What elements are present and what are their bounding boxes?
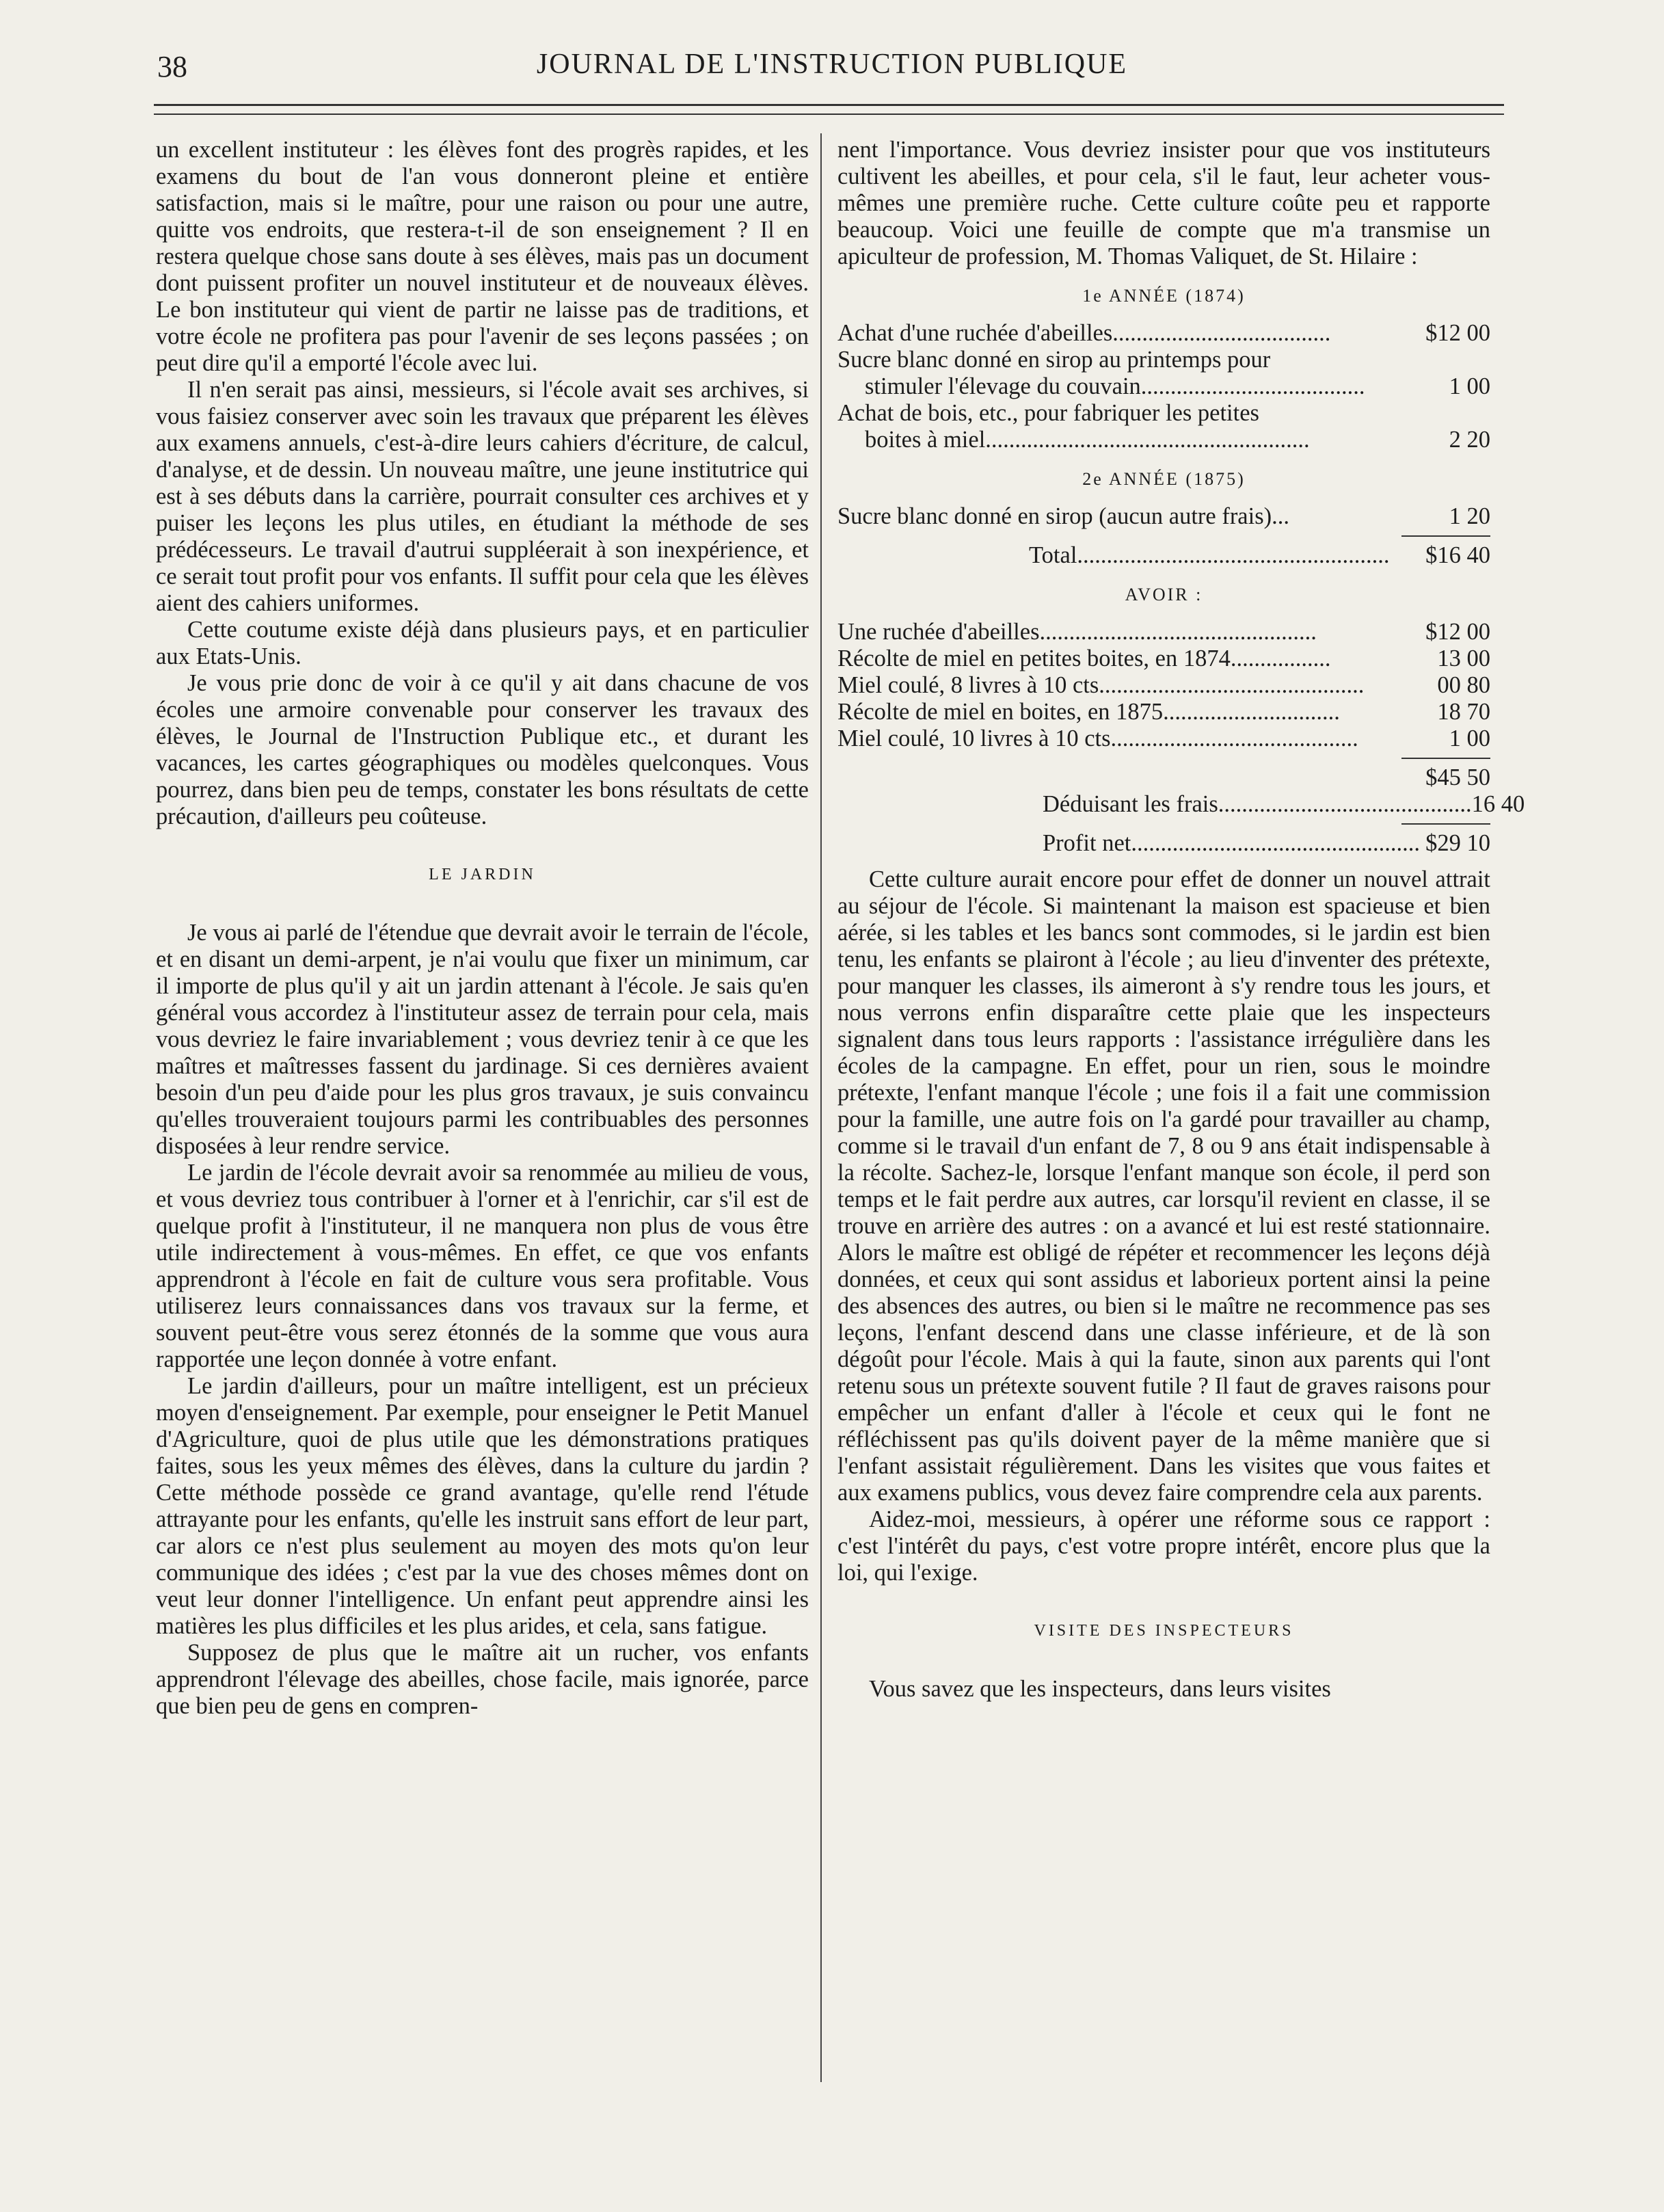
account-label: Sucre blanc donné en sirop (aucun autre frais)...: [837, 503, 1289, 529]
paragraph: nent l'importance. Vous devriez insister pour que vos instituteurs cultivent les abeilles, et pour cela, s'il le faut, leur acheter vous-mêmes une première ruche. Cette culture coûte peu et rapporte beaucoup. Voici une feuille de compte que m'a transmise un apiculteur de profession, M. Thomas Valiquet, de St. Hilaire :: [837, 137, 1490, 269]
right-column: [837, 137, 1525, 1703]
account-row: [837, 645, 1490, 672]
deduct-row: [837, 791, 1525, 818]
account-row: [837, 672, 1490, 699]
sum-amount: $45 50: [1425, 764, 1490, 790]
profit-row: [837, 830, 1490, 857]
paragraph: Cette coutume existe déjà dans plusieurs pays, et en particulier aux Etats-Unis.: [156, 617, 809, 669]
account-amount: 00 80: [1437, 672, 1490, 698]
paragraph: Supposez de plus que le maître ait un rucher, vos enfants apprendront l'élevage des abeilles, chose facile, mais ignorée, parce que bien peu de gens en compren-: [156, 1640, 809, 1719]
sum-rule: [1401, 823, 1490, 825]
account-label: Miel coulé, 8 livres à 10 cts.............................................: [837, 672, 1365, 698]
section-heading-visite: VISITE DES INSPECTEURS: [1034, 1622, 1294, 1640]
profit-label: Profit net.................................................: [1043, 830, 1420, 856]
account-amount: 1 20: [1449, 503, 1490, 529]
account-row: [837, 725, 1490, 752]
account-amount: 1 00: [1449, 373, 1490, 399]
account-label: Récolte de miel en boites, en 1875..............................: [837, 699, 1340, 725]
sum-rule: [1401, 535, 1490, 537]
account-row: [837, 347, 1490, 373]
account-amount: 2 20: [1449, 427, 1490, 453]
account-label: Achat d'une ruchée d'abeilles.....................................: [837, 320, 1331, 346]
paragraph: Vous savez que les inspecteurs, dans leurs visites: [869, 1676, 1331, 1702]
paragraph: Cette culture aurait encore pour effet de donner un nouvel attrait au séjour de l'école. Si maintenant la maison est spacieuse et bien aérée, si les tables et les bancs sont commodes, si le jardin est bien tenu, les enfants se plairont à l'école ; au lieu d'inventer des prétexte, pour manquer les classes, ils aimeront à s'y rendre tous les jours, et nous verrons enfin disparaître cette plaie que les inspecteurs signalent dans tous leurs rapports : l'assistance irrégulière dans les écoles de la campagne. En effet, pour un rien, sous le moindre prétexte, l'enfant manque l'école ; une fois il a fait une commission pour la famille, une autre fois on l'a gardé pour travailler au champ, comme si le travail d'un enfant de 7, 8 ou 9 ans était indispensable à la récolte. Sachez-le, lorsque l'enfant manque son école, il perd son temps et le fait perdre aux autres, car lorsqu'il revient en classe, il se trouve en arrière des autres : on a avancé et lui est resté stationnaire. Alors le maître est obligé de répéter et recommencer les leçons déjà données, et ceux qui sont assidus et laborieux portent ainsi la peine des absences des autres, ou bien si le maître ne recommence pas ses leçons, l'enfant descend dans une classe inférieure, et de là son dégoût pour l'école. Mais à qui la faute, sinon aux parents qui l'ont retenu sous un prétexte souvent futile ? Il faut de graves raisons pour empêcher un enfant d'aller à l'école et ceux qui le font ne réfléchissent pas qu'ils doivent payer de la même manière que si l'enfant assistait régulièrement. Dans les visites que vous faites et aux examens publics, vous devez faire comprendre cela aux parents.: [837, 866, 1490, 1506]
deduct-amount: 16 40: [1471, 791, 1525, 817]
sum-rule: [1401, 758, 1490, 759]
account-row: [837, 400, 1490, 427]
page-number: 38: [157, 50, 187, 83]
account-label: Miel coulé, 10 livres à 10 cts..........................................: [837, 725, 1358, 751]
total-amount: $16 40: [1425, 542, 1490, 568]
paragraph: un excellent instituteur : les élèves font des progrès rapides, et les examens du bout de l'an vous donneront pleine et entière satisfaction, mais si le maître, pour une raison ou pour une autre, quitte vos endroits, que restera-t-il de son enseignement ? Il en restera quelque chose sans doute à ses élèves, mais pas un document dont puissent profiter un nouvel instituteur et de nouveaux élèves. Le bon instituteur qui vient de partir ne laisse pas de traditions, et votre école ne profitera pas pour l'avenir de ses leçons passées ; on peut dire qu'il a emporté l'école avec lui.: [156, 137, 809, 376]
account-amount: $12 00: [1425, 619, 1490, 645]
paragraph: Le jardin d'ailleurs, pour un maître intelligent, est un précieux moyen d'enseignement. Par exemple, pour enseigner le Petit Manuel d'Agriculture, quoi de plus utile que les démonstrations pratiques faites, sous les yeux mêmes des élèves, dans la culture du jardin ? Cette méthode possède ce grand avantage, qu'elle rend l'étude attrayante pour les enfants, qu'elle les instruit sans effort de leur part, car alors ce n'est plus seulement au moyen des mots qu'on leur communique des idées ; c'est par la vue des choses mêmes dont on veut leur donner l'intelligence. Un enfant peut apprendre ainsi les matières les plus difficiles et les plus arides, et cela, sans fatigue.: [156, 1373, 809, 1639]
header-rule-thin: [154, 114, 1504, 115]
account-label: Sucre blanc donné en sirop au printemps pour: [837, 347, 1271, 373]
paragraph: Je vous ai parlé de l'étendue que devrait avoir le terrain de l'école, et en disant un demi-arpent, je n'ai voulu que fixer un minimum, car il importe de plus qu'il y ait un jardin attenant à l'école. Je sais qu'en général vous accordez à l'instituteur assez de terrain pour cela, mais vous devriez le faire invariablement ; vous devriez tenir à ce que les maîtres et maîtresses fassent du jardinage. Si ces dernières avaient besoin d'un peu d'aide pour les plus gros travaux, je suis convaincu qu'elles trouveraient toujours parmi les contribuables des personnes disposées à leur rendre service.: [156, 920, 809, 1159]
running-title: JOURNAL DE L'INSTRUCTION PUBLIQUE: [536, 49, 1128, 80]
account-row: [837, 503, 1490, 530]
left-column: [156, 137, 809, 1720]
account-amount: 13 00: [1437, 645, 1490, 671]
account-row: [837, 320, 1490, 347]
total-row: [837, 542, 1490, 569]
account-label: Achat de bois, etc., pour fabriquer les petites: [837, 400, 1259, 426]
paragraph: Il n'en serait pas ainsi, messieurs, si l'école avait ses archives, si vous faisiez conserver avec soin les travaux que préparent les élèves aux examens annuels, c'est-à-dire leurs cahiers d'écriture, de calcul, d'analyse, et de dessin. Un nouveau maître, une jeune institutrice qui est à ses débuts dans la carrière, pourrait consulter ces archives et y puiser les leçons les plus utiles, en étudiant la méthode de ses prédécesseurs. Le travail d'autrui suppléerait à son inexpérience, et ce serait tout profit pour vos enfants. Il suffit pour cela que les élèves aient des cahiers uniformes.: [156, 377, 809, 616]
paragraph: Le jardin de l'école devrait avoir sa renommée au milieu de vous, et vous devriez tous contribuer à l'orner et à l'enrichir, car s'il est de quelque profit à l'instituteur, il ne manquera non plus de vous être utile indirectement à vous-mêmes. En effet, ce que vos enfants apprendront à l'école en fait de culture vous sera profitable. Vous utiliserez leurs connaissances dans vos travaux sur la ferme, et souvent peut-être vous serez étonnés de la somme que vous aura rapportée une leçon donnée à votre enfant.: [156, 1160, 809, 1372]
section-heading-jardin: LE JARDIN: [429, 866, 536, 883]
account-label: Une ruchée d'abeilles...............................................: [837, 619, 1317, 645]
account-row: [837, 427, 1490, 453]
account-label: stimuler l'élevage du couvain......................................: [865, 373, 1365, 399]
avoir-heading: AVOIR :: [1125, 585, 1203, 604]
header-rule: [154, 104, 1504, 106]
paragraph: Je vous prie donc de voir à ce qu'il y ait dans chacune de vos écoles une armoire convenable pour conserver les travaux des élèves, le Journal de l'Instruction Publique etc., et durant les vacances, les cartes géographiques ou modèles quelconques. Vous pourrez, dans bien peu de temps, constater les bons résultats de cette précaution, d'ailleurs peu coûteuse.: [156, 670, 809, 829]
paragraph: Aidez-moi, messieurs, à opérer une réforme sous ce rapport : c'est l'intérêt du pays, c'est votre propre intérêt, encore plus que la loi, qui l'exige.: [837, 1506, 1490, 1586]
year1-heading: 1e ANNÉE (1874): [1082, 286, 1246, 306]
account-amount: 1 00: [1449, 725, 1490, 751]
account-amount: $12 00: [1425, 320, 1490, 346]
sum-row: [837, 764, 1490, 791]
deduct-label: Déduisant les frais...........................................: [1043, 791, 1472, 817]
account-label: Récolte de miel en petites boites, en 1874.................: [837, 645, 1331, 671]
account-label: boites à miel.......................................................: [865, 427, 1310, 453]
total-label: Total.....................................................: [1029, 542, 1390, 568]
account-row: [837, 699, 1490, 725]
year2-heading: 2e ANNÉE (1875): [1082, 469, 1246, 489]
profit-amount: $29 10: [1425, 830, 1490, 856]
account-amount: 18 70: [1437, 699, 1490, 725]
account-row: [837, 619, 1490, 645]
account-row: [837, 373, 1490, 400]
column-divider: [820, 133, 822, 2082]
